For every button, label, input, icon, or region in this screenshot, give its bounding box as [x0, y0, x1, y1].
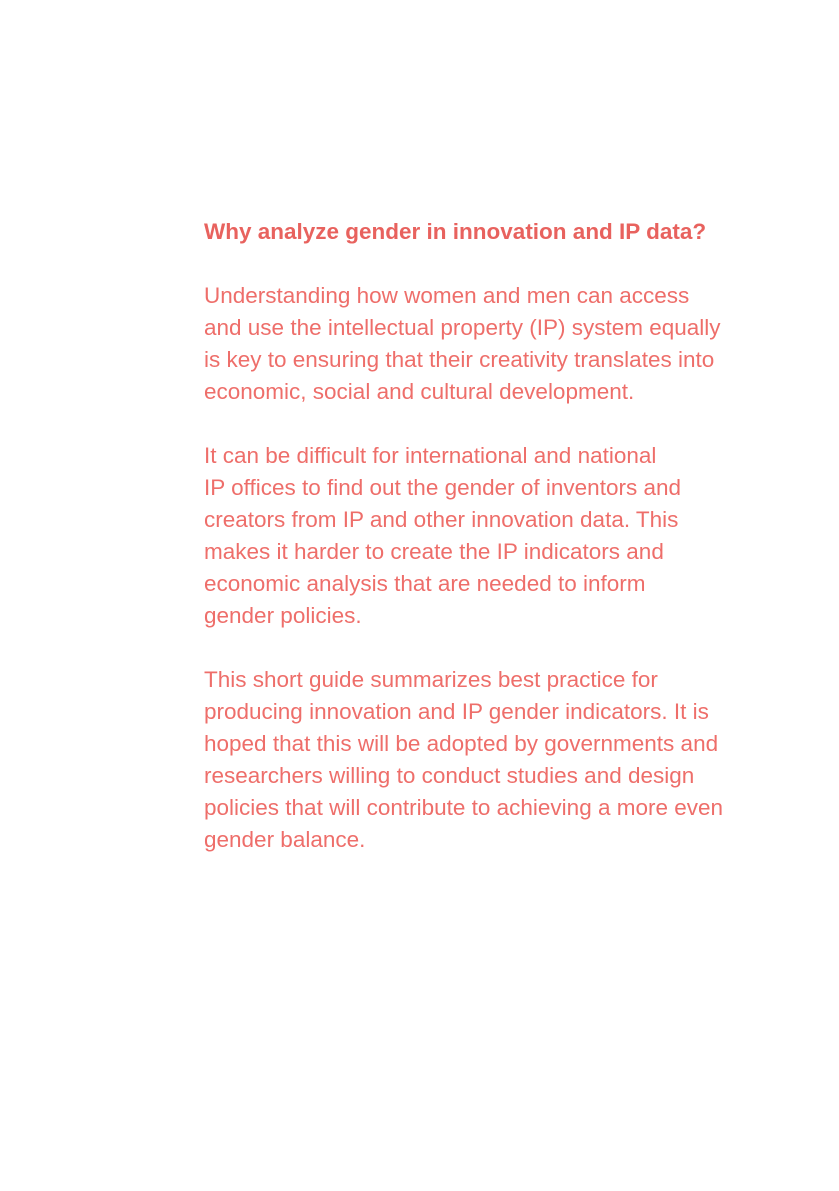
paragraph-line: policies that will contribute to achieving a more even — [204, 795, 724, 820]
paragraph-line: creators from IP and other innovation data. This — [204, 507, 679, 532]
paragraph-line: is key to ensuring that their creativity translates into — [204, 347, 715, 372]
intro-text-block — [204, 216, 764, 856]
paragraph-line: researchers willing to conduct studies and design — [204, 763, 695, 788]
paragraph-line: economic, social and cultural development. — [204, 379, 635, 404]
paragraph-line: hoped that this will be adopted by governments and — [204, 731, 719, 756]
paragraph-line: Understanding how women and men can access — [204, 283, 690, 308]
paragraph-line: producing innovation and IP gender indicators. It is — [204, 699, 709, 724]
section-heading: Why analyze gender in innovation and IP data? — [204, 219, 707, 244]
paragraph-line: economic analysis that are needed to inform — [204, 571, 646, 596]
paragraph-difficulty — [204, 440, 764, 632]
paragraph-line: gender balance. — [204, 827, 366, 852]
paragraph-guide-summary — [204, 664, 764, 856]
paragraph-line: This short guide summarizes best practice for — [204, 667, 658, 692]
paragraph-line: makes it harder to create the IP indicators and — [204, 539, 664, 564]
paragraph-access-and-use — [204, 280, 764, 408]
paragraph-line: It can be difficult for international and national — [204, 443, 657, 468]
paragraph-line: IP offices to find out the gender of inventors and — [204, 475, 681, 500]
paragraph-line: gender policies. — [204, 603, 362, 628]
paragraph-line: and use the intellectual property (IP) system equally — [204, 315, 721, 340]
